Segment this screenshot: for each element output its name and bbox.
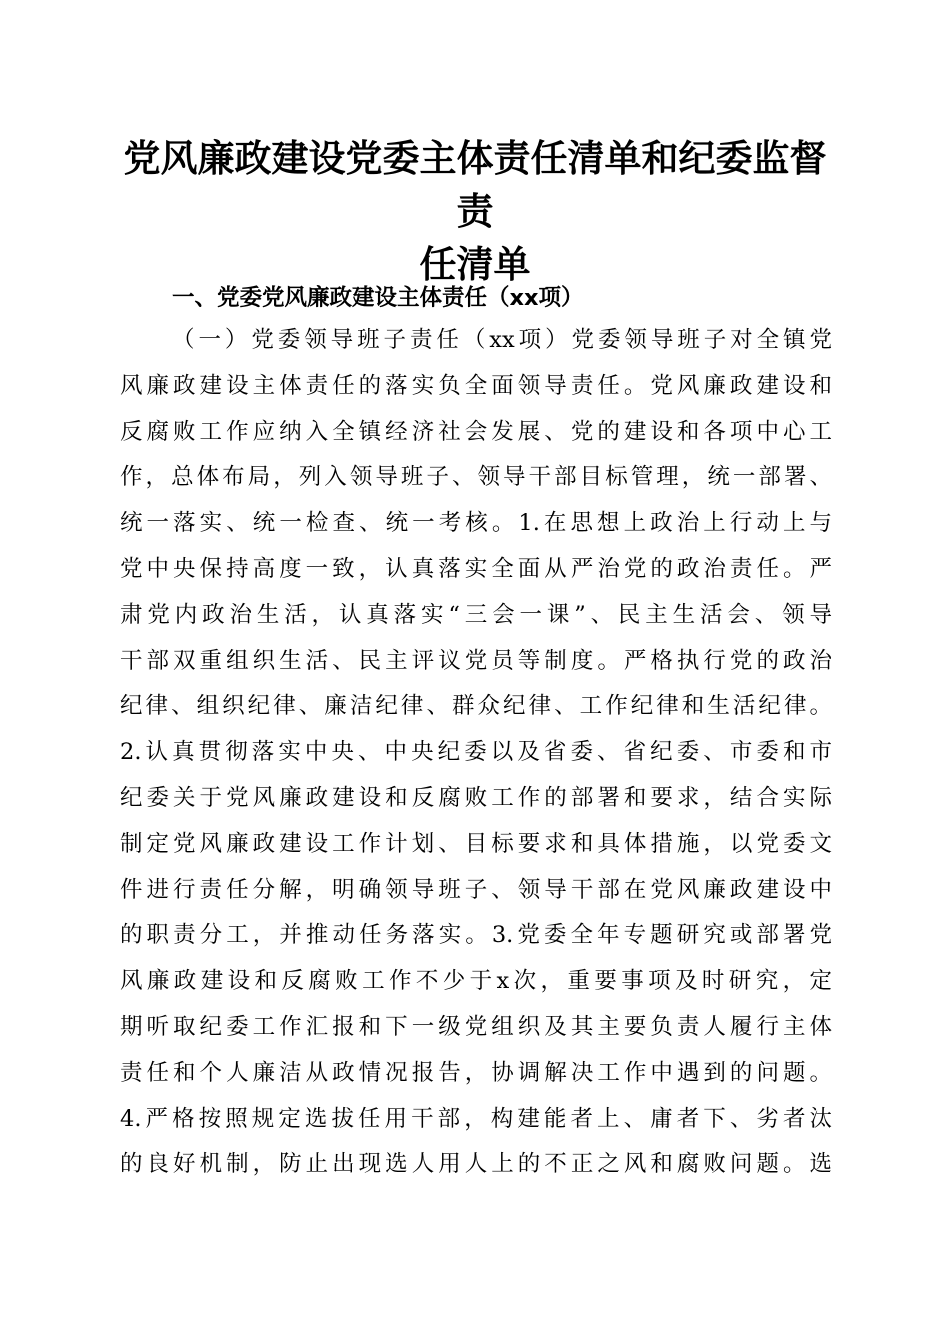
paragraph-line: 反腐败工作应纳入全镇经济社会发展、党的建设和各项中心工 (120, 418, 832, 445)
paragraph-line: 制定党风廉政建设工作计划、目标要求和具体措施，以党委文 (120, 830, 832, 857)
paragraph-line: 风廉政建设和反腐败工作不少于x次，重要事项及时研究，定 (120, 968, 832, 995)
document-title (110, 132, 840, 291)
paragraph-line: 的良好机制，防止出现选人用人上的不正之风和腐败问题。选 (120, 1151, 832, 1178)
section-heading: 一、党委党风廉政建设主体责任（xx项） (172, 285, 584, 311)
body-paragraph (120, 318, 832, 1188)
paragraph-line: 责任和个人廉洁从政情况报告，协调解决工作中遇到的问题。 (120, 1059, 832, 1086)
paragraph-line: 2.认真贯彻落实中央、中央纪委以及省委、省纪委、市委和市 (120, 739, 832, 766)
paragraph-line: 的职责分工，并推动任务落实。3.党委全年专题研究或部署党 (120, 922, 832, 949)
paragraph-line: 纪律、组织纪律、廉洁纪律、群众纪律、工作纪律和生活纪律。 (120, 693, 832, 720)
paragraph-line: 期听取纪委工作汇报和下一级党组织及其主要负责人履行主体 (120, 1013, 832, 1040)
title-line-1: 党风廉政建设党委主体责任清单和纪委监督责 (123, 136, 827, 233)
paragraph-line: 作，总体布局，列入领导班子、领导干部目标管理，统一部署、 (120, 464, 832, 491)
paragraph-line: 风廉政建设主体责任的落实负全面领导责任。党风廉政建设和 (120, 372, 832, 399)
paragraph-line: 统一落实、统一检查、统一考核。1.在思想上政治上行动上与 (120, 510, 832, 537)
paragraph-line: 干部双重组织生活、民主评议党员等制度。严格执行党的政治 (120, 647, 832, 674)
paragraph-line: 件进行责任分解，明确领导班子、领导干部在党风廉政建设中 (120, 876, 832, 903)
paragraph-line: 肃党内政治生活，认真落实“三会一课”、民主生活会、领导 (120, 601, 832, 628)
title-line-2: 任清单 (419, 242, 531, 286)
paragraph-line: 4.严格按照规定选拔任用干部，构建能者上、庸者下、劣者汰 (120, 1105, 832, 1132)
paragraph-line: 纪委关于党风廉政建设和反腐败工作的部署和要求，结合实际 (120, 784, 832, 811)
paragraph-line: 党中央保持高度一致，认真落实全面从严治党的政治责任。严 (120, 555, 832, 582)
paragraph-line: （一）党委领导班子责任（xx项）党委领导班子对全镇党 (172, 327, 832, 353)
